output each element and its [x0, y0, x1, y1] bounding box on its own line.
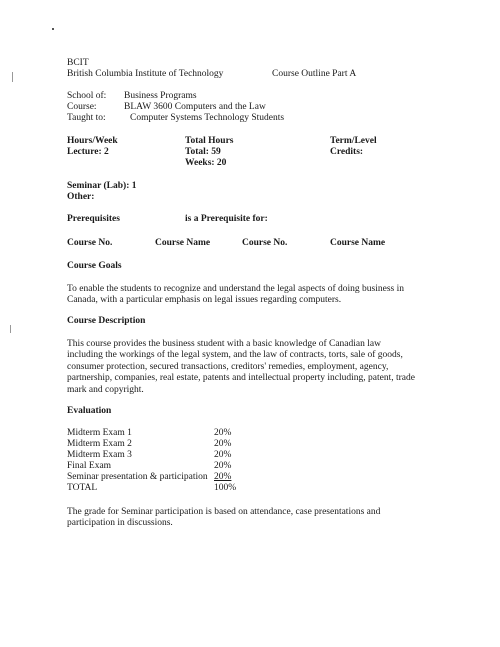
scan-speck [52, 28, 54, 30]
description-heading: Course Description [67, 316, 146, 326]
evaluation-item: Midterm Exam 3 [67, 450, 132, 460]
evaluation-row [67, 428, 232, 439]
header-code: BCIT [67, 58, 89, 68]
evaluation-percent: 100% [214, 483, 237, 493]
evaluation-row-total [67, 483, 237, 494]
evaluation-item: TOTAL [67, 483, 98, 493]
prereq-column-course-name-2: Course Name [330, 238, 386, 248]
evaluation-item: Seminar presentation & participation [67, 472, 208, 482]
credits-label: Credits: [330, 147, 364, 157]
evaluation-row [67, 450, 232, 461]
seminar-hours: Seminar (Lab): 1 [67, 181, 137, 191]
hours-week-label: Hours/Week [67, 136, 118, 146]
scan-speck [10, 325, 11, 333]
prereq-column-course-name-1: Course Name [155, 238, 211, 248]
evaluation-note: The grade for Seminar participation is based on attendance, case presentations and participation in discussions. [67, 507, 381, 529]
prereq-column-course-no-1: Course No. [67, 238, 113, 248]
is-prerequisite-label: is a Prerequisite for: [185, 214, 268, 224]
taught-label: Taught to: [67, 113, 106, 123]
evaluation-row [67, 461, 232, 472]
school-value: Business Programs [124, 91, 197, 101]
evaluation-percent: 20% [214, 439, 232, 449]
course-label: Course: [67, 102, 97, 112]
prerequisites-label: Prerequisites [67, 214, 120, 224]
evaluation-item: Final Exam [67, 461, 112, 471]
scan-speck [12, 72, 13, 82]
evaluation-row [67, 472, 232, 483]
term-level-label: Term/Level [330, 136, 377, 146]
evaluation-percent: 20% [214, 428, 232, 438]
goals-text: To enable the students to recognize and understand the legal aspects of doing business in Canada, with a particular emphasis on legal issues regarding computers. [67, 284, 405, 306]
evaluation-percent: 20% [214, 472, 232, 482]
total-hours-label: Total Hours [185, 136, 234, 146]
evaluation-item: Midterm Exam 2 [67, 439, 132, 449]
description-text: This course provides the business student with a basic knowledge of Canadian law including the workings of the legal system, and the law of contracts, torts, sale of goods, consumer protection, secured transactions, creditors' remedies, employment, agency, partnership, companies, real estate, patents and intellectual property including, patent, trade mark and copyright. [67, 339, 415, 395]
prereq-column-course-no-2: Course No. [242, 238, 288, 248]
taught-value: Computer Systems Technology Students [130, 113, 285, 123]
weeks-value: Weeks: 20 [185, 158, 227, 168]
course-value: BLAW 3600 Computers and the Law [124, 102, 266, 112]
evaluation-heading: Evaluation [67, 406, 112, 416]
goals-heading: Course Goals [67, 261, 122, 271]
evaluation-item: Midterm Exam 1 [67, 428, 132, 438]
evaluation-row [67, 439, 232, 450]
school-label: School of: [67, 91, 107, 101]
other-hours: Other: [67, 192, 95, 202]
evaluation-percent: 20% [214, 461, 232, 471]
lecture-hours: Lecture: 2 [67, 147, 109, 157]
total-hours-value: Total: 59 [185, 147, 221, 157]
header-outline-part: Course Outline Part A [272, 69, 357, 79]
evaluation-percent: 20% [214, 450, 232, 460]
header-institute: British Columbia Institute of Technology [67, 69, 224, 79]
